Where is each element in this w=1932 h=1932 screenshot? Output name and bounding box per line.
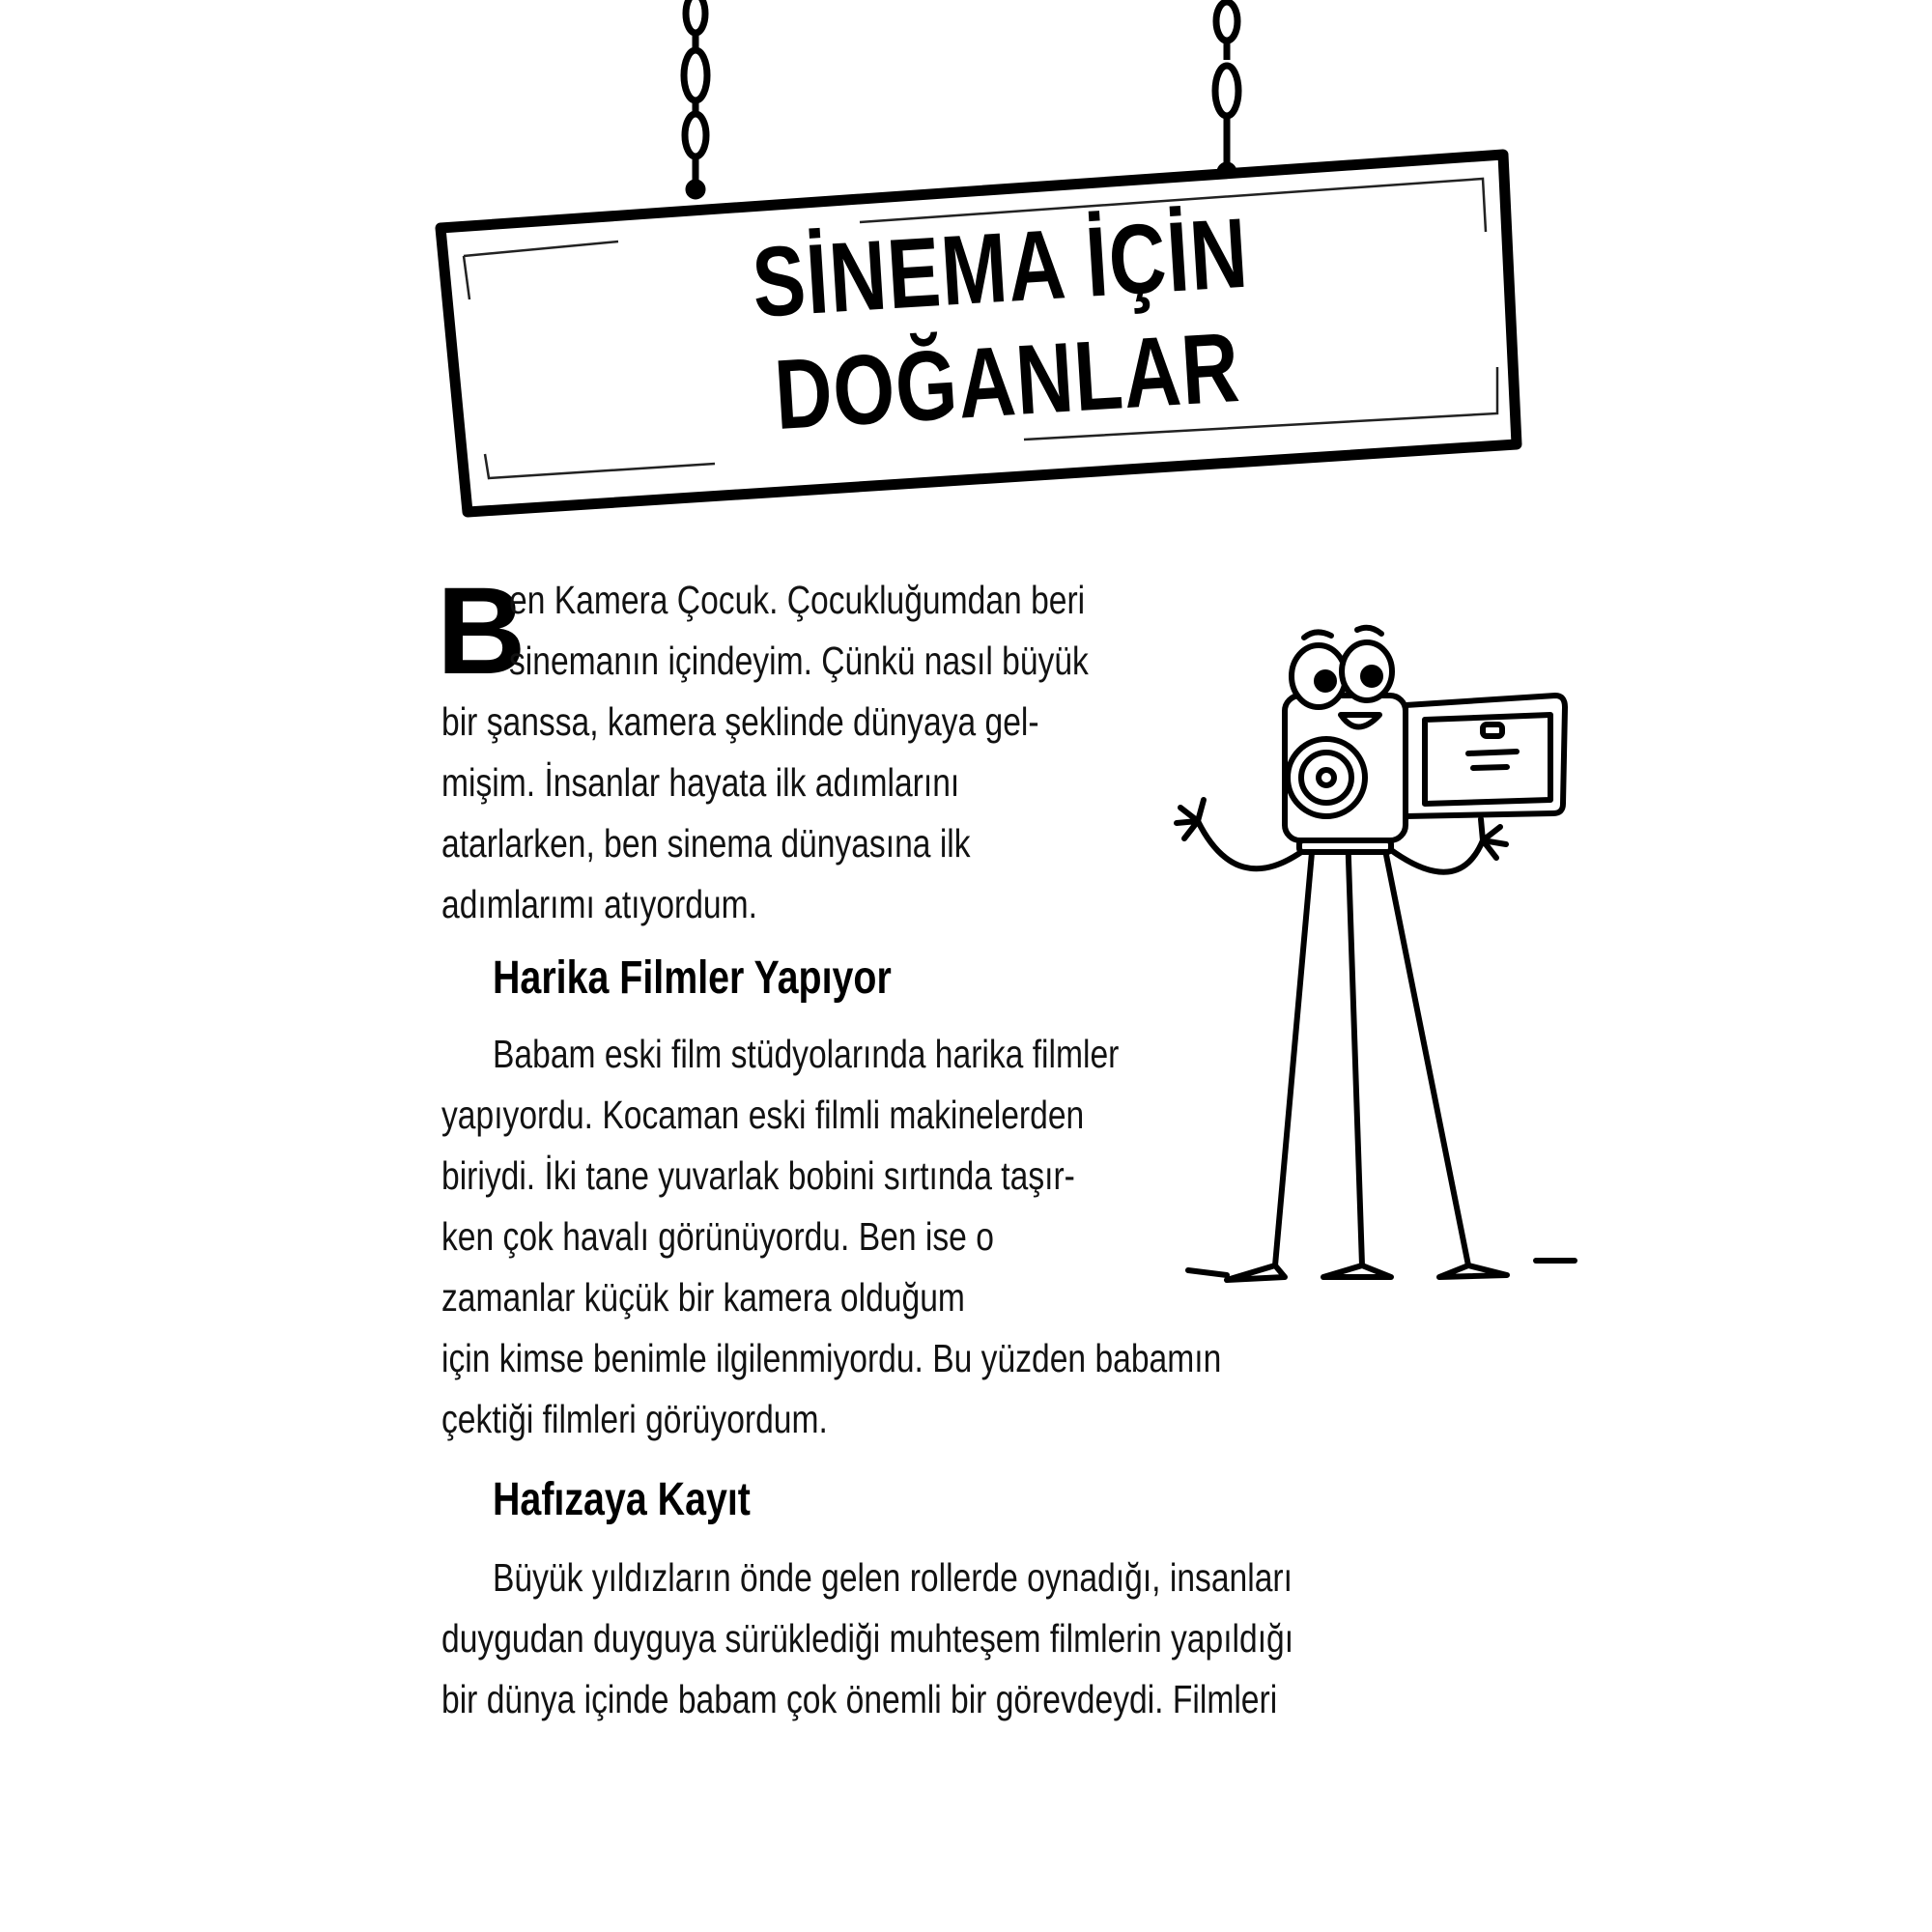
section-heading-hafizaya-kayit: Hafızaya Kayıt xyxy=(493,1474,751,1525)
sign-title: SİNEMA İÇİN DOĞANLAR xyxy=(749,198,1252,451)
text-line: ken çok havalı görünüyordu. Ben ise o xyxy=(441,1214,994,1259)
text-line: en Kamera Çocuk. Çocukluğumdan beri xyxy=(509,578,1086,622)
paragraph-3-first xyxy=(493,1548,1293,1608)
text-line: yapıyordu. Kocaman eski filmli makinelerden xyxy=(441,1093,1085,1137)
text-line: çektiği filmleri görüyordum. xyxy=(441,1397,828,1441)
intro-paragraph-rest xyxy=(441,692,1039,935)
intro-paragraph-top xyxy=(509,570,1089,692)
text-line: için kimse benimle ilgilenmiyordu. Bu yüzden babamın xyxy=(441,1336,1222,1380)
text-line: bir dünya içinde babam çok önemli bir görevdeydi. Filmleri xyxy=(441,1677,1278,1721)
text-line: sinemanın içindeyim. Çünkü nasıl büyük xyxy=(509,639,1089,683)
text-line: zamanlar küçük bir kamera olduğum xyxy=(441,1275,965,1320)
text-line: mişim. İnsanlar hayata ilk adımlarını xyxy=(441,760,960,805)
text-line: biriydi. İki tane yuvarlak bobini sırtında taşır- xyxy=(441,1153,1075,1198)
drop-cap: B xyxy=(437,562,526,700)
text-line: atarlarken, ben sinema dünyasına ilk xyxy=(441,821,971,866)
text-line: duygudan duyguya sürüklediği muhteşem filmlerin yapıldığı xyxy=(441,1616,1294,1661)
text-line: Babam eski film stüdyolarında harika filmler xyxy=(493,1032,1120,1076)
camera-kid-illustration xyxy=(1150,580,1671,1304)
text-line: adımlarımı atıyordum. xyxy=(441,882,757,926)
text-line: bir şanssa, kamera şeklinde dünyaya gel- xyxy=(441,699,1039,744)
paragraph-2-rest xyxy=(441,1085,1221,1450)
paragraph-3-rest xyxy=(441,1608,1293,1730)
section-heading-harika-filmler: Harika Filmler Yapıyor xyxy=(493,952,892,1004)
text-line: Büyük yıldızların önde gelen rollerde oynadığı, insanları xyxy=(493,1555,1293,1600)
paragraph-2-first xyxy=(493,1024,1119,1085)
